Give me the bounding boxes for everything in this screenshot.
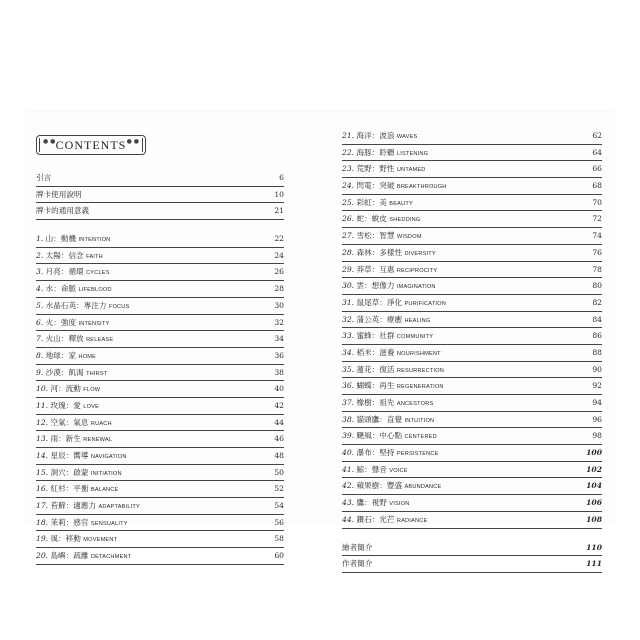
entry-title-cn: 山：動機 (45, 234, 77, 244)
entry-title-en: INTENSITY (78, 320, 110, 327)
ornament-dots-right: ● ● (126, 138, 139, 145)
entry-title-en: NOURISHMENT (396, 350, 441, 357)
entry-title-cn: 瀑布：堅持 (356, 448, 395, 458)
entry-page: 52 (274, 484, 284, 494)
entry-title-en: VISION (389, 501, 410, 508)
entry-title-cn: 空氣：氣息 (50, 417, 89, 427)
entry-title-en: RECIPROCITY (396, 267, 438, 274)
entry-title: 作者簡介 (342, 559, 373, 569)
entry-number: 24. (342, 181, 355, 191)
entry-title-cn: 海豚：聆聽 (356, 147, 395, 157)
entry-page: 96 (592, 414, 602, 424)
entry-title: 牌卡使用說明 (36, 189, 82, 199)
entry-page: 10 (274, 189, 284, 199)
entry-page: 68 (592, 181, 602, 191)
toc-card-entry (36, 264, 284, 281)
entry-number: 19. (36, 534, 49, 544)
entry-title: 繪者簡介 (342, 542, 373, 552)
entry-number: 15. (36, 467, 49, 477)
entry-page: 66 (592, 164, 602, 174)
entry-page: 94 (592, 398, 602, 407)
toc-card-entry (342, 428, 602, 445)
entry-page: 106 (586, 498, 602, 508)
toc-card-entry (36, 415, 284, 432)
entry-title-cn: 水晶石英：專注力 (45, 300, 107, 310)
entry-page: 56 (274, 517, 284, 527)
entry-page: 84 (592, 314, 602, 324)
entry-title-en: UNTAMED (396, 167, 426, 174)
entry-title-en: SHEDDING (389, 217, 421, 224)
entry-title-en: DIVERSITY (404, 250, 436, 257)
card-list-left (36, 231, 284, 565)
entry-page: 22 (274, 234, 284, 244)
toc-card-entry (342, 278, 602, 295)
toc-card-entry (36, 365, 284, 382)
toc-entry (342, 556, 602, 573)
entry-title-cn: 蓮花：復活 (356, 364, 395, 374)
right-page (342, 128, 602, 573)
entry-page: 98 (592, 431, 602, 441)
entry-title-cn: 苔蘚：適應力 (50, 501, 97, 511)
entry-page: 28 (274, 284, 284, 294)
entry-page: 38 (274, 367, 284, 377)
toc-entry (36, 170, 284, 187)
entry-number: 6. (36, 317, 44, 327)
entry-title-cn: 河：流動 (50, 384, 81, 394)
entry-page: 36 (274, 350, 284, 360)
toc-card-entry (36, 398, 284, 415)
entry-number: 39. (342, 431, 355, 441)
toc-card-entry (342, 245, 602, 262)
entry-number: 37. (342, 398, 355, 407)
entry-title-cn: 鷹：視野 (356, 498, 387, 508)
entry-title-cn: 稻米：滋養 (356, 347, 395, 357)
entry-title-cn: 茉莉：感官 (50, 517, 89, 527)
entry-number: 44. (342, 514, 355, 524)
entry-title-cn: 太陽：信念 (45, 250, 84, 260)
entry-title-en: BALANCE (90, 487, 119, 494)
entry-title-cn: 橡樹：祖先 (356, 398, 395, 407)
entry-number: 26. (342, 214, 355, 224)
entry-title-en: INTUITION (404, 417, 435, 424)
toc-card-entry (36, 331, 284, 348)
entry-title-cn: 沙漠：飢渴 (45, 367, 84, 377)
entry-page: 60 (274, 551, 284, 561)
toc-card-entry (36, 381, 284, 398)
contents-title-frame (36, 135, 146, 155)
entry-page: 32 (274, 317, 284, 327)
entry-page: 74 (592, 231, 602, 241)
entry-title-en: CYCLES (86, 270, 110, 277)
toc-card-entry (342, 495, 602, 512)
entry-page: 54 (274, 501, 284, 511)
entry-title-en: REGENERATION (396, 384, 444, 391)
entry-title-en: MOVEMENT (83, 537, 118, 544)
entry-title-en: ADAPTABILITY (98, 504, 140, 511)
entry-title-cn: 地球：家 (45, 350, 77, 360)
entry-title-en: PURIFICATION (404, 300, 446, 307)
toc-card-entry (342, 378, 602, 395)
entry-number: 40. (342, 448, 355, 458)
toc-card-entry (342, 178, 602, 195)
entry-page: 64 (592, 147, 602, 157)
toc-card-entry (342, 161, 602, 178)
entry-title-cn: 莽草：互惠 (356, 264, 395, 274)
entry-page: 70 (592, 197, 602, 207)
entry-title-cn: 鯨：聲音 (356, 464, 387, 474)
toc-card-entry (36, 448, 284, 465)
toc-card-entry (342, 512, 602, 529)
entry-number: 27. (342, 231, 355, 241)
entry-title-cn: 蒲公英：療癒 (356, 314, 403, 324)
entry-page: 44 (274, 417, 284, 427)
entry-number: 28. (342, 247, 355, 257)
entry-title-en: INTENTION (78, 237, 111, 244)
intro-list (36, 170, 284, 220)
entry-page: 34 (274, 334, 284, 344)
entry-page: 76 (592, 247, 602, 257)
entry-number: 16. (36, 484, 49, 494)
toc-entry (36, 203, 284, 220)
entry-title-cn: 鑽石：光芒 (356, 514, 395, 524)
toc-card-entry (342, 395, 602, 412)
entry-title-cn: 島嶼：疏離 (50, 551, 89, 561)
entry-title-cn: 森林：多樣性 (356, 247, 403, 257)
entry-title-en: RELEASE (86, 337, 114, 344)
entry-number: 4. (36, 284, 44, 294)
entry-title-en: FAITH (86, 253, 103, 260)
entry-title-cn: 蝴蝶：再生 (356, 381, 395, 391)
toc-card-entry (342, 228, 602, 245)
entry-number: 22. (342, 147, 355, 157)
entry-number: 12. (36, 417, 49, 427)
entry-number: 35. (342, 364, 355, 374)
entry-title-en: IMAGINATION (396, 284, 436, 291)
entry-title-cn: 紅杉：平衡 (50, 484, 89, 494)
entry-title-cn: 月亮：循環 (45, 267, 84, 277)
toc-card-entry (36, 298, 284, 315)
entry-number: 3. (36, 267, 44, 277)
entry-title-en: HEALING (404, 317, 431, 324)
entry-page: 104 (586, 481, 602, 491)
toc-entry (36, 187, 284, 204)
entry-title-cn: 水：命脈 (45, 284, 77, 294)
toc-card-entry (36, 281, 284, 298)
entry-number: 21. (342, 131, 355, 140)
entry-page: 48 (274, 451, 284, 460)
entry-page: 72 (592, 214, 602, 224)
entry-page: 82 (592, 297, 602, 307)
entry-title-cn: 荒野：野性 (356, 164, 395, 174)
toc-entry (342, 540, 602, 557)
entry-title-cn: 洞穴：啟蒙 (50, 467, 89, 477)
toc-card-entry (342, 262, 602, 279)
entry-title-en: WAVES (396, 134, 418, 140)
entry-number: 17. (36, 501, 49, 511)
entry-title-cn: 鼠尾草：淨化 (356, 297, 403, 307)
entry-number: 42. (342, 481, 355, 491)
toc-card-entry (36, 431, 284, 448)
toc-card-entry (342, 345, 602, 362)
entry-page: 78 (592, 264, 602, 274)
entry-title-en: RADIANCE (396, 517, 428, 524)
entry-page: 110 (586, 542, 602, 552)
entry-title-cn: 風：移動 (50, 534, 81, 544)
entry-title-en: WISDOM (396, 234, 422, 241)
entry-number: 11. (36, 400, 49, 410)
entry-number: 38. (342, 414, 355, 424)
entry-title-cn: 雪松：智慧 (356, 231, 395, 241)
entry-page: 58 (274, 534, 284, 544)
entry-number: 29. (342, 264, 355, 274)
entry-page: 108 (586, 514, 602, 524)
entry-page: 50 (274, 467, 284, 477)
entry-title-en: ANCESTORS (396, 401, 434, 407)
entry-title-en: RESURRECTION (396, 367, 445, 374)
toc-card-entry (342, 412, 602, 429)
entry-page: 88 (592, 347, 602, 357)
entry-number: 31. (342, 297, 355, 307)
entry-title: 引言 (36, 173, 52, 182)
entry-page: 26 (274, 267, 284, 277)
entry-title-cn: 閃電：突破 (356, 181, 395, 191)
entry-number: 25. (342, 197, 355, 207)
entry-title-en: BREAKTHROUGH (396, 184, 447, 191)
entry-title-en: PERSISTENCE (396, 451, 439, 458)
toc-card-entry (342, 362, 602, 379)
entry-number: 7. (36, 334, 44, 344)
appendix-list (342, 540, 602, 573)
entry-title-en: VOICE (389, 467, 408, 474)
toc-card-entry (36, 231, 284, 248)
toc-card-entry (342, 211, 602, 228)
toc-card-entry (36, 465, 284, 482)
entry-title-en: NAVIGATION (90, 454, 127, 460)
entry-page: 24 (274, 250, 284, 260)
entry-page: 86 (592, 331, 602, 341)
entry-page: 6 (279, 173, 284, 182)
toc-card-entry (36, 515, 284, 532)
entry-number: 14. (36, 451, 49, 460)
entry-title-en: INITIATION (90, 470, 122, 477)
entry-page: 102 (586, 464, 602, 474)
entry-title-en: CENTERED (404, 434, 437, 441)
toc-card-entry (342, 128, 602, 145)
entry-number: 23. (342, 164, 355, 174)
toc-card-entry (342, 295, 602, 312)
entry-number: 5. (36, 300, 44, 310)
entry-page: 46 (274, 434, 284, 444)
entry-number: 8. (36, 350, 44, 360)
entry-title-en: FLOW (83, 387, 101, 394)
toc-card-entry (36, 315, 284, 332)
toc-card-entry (342, 195, 602, 212)
entry-number: 10. (36, 384, 49, 394)
ornament-dots-left: ● ● (43, 138, 56, 145)
entry-page: 100 (586, 448, 602, 458)
toc-card-entry (342, 478, 602, 495)
entry-title-cn: 貓頭鷹：直覺 (356, 414, 403, 424)
entry-title-en: LISTENING (396, 150, 429, 157)
entry-number: 9. (36, 367, 44, 377)
toc-card-entry (36, 348, 284, 365)
entry-number: 36. (342, 381, 355, 391)
entry-number: 1. (36, 234, 44, 244)
left-page (36, 170, 284, 565)
entry-number: 18. (36, 517, 49, 527)
entry-title-en: RUACH (90, 420, 112, 427)
entry-title-cn: 雨：新生 (50, 434, 81, 444)
entry-page: 90 (592, 364, 602, 374)
entry-number: 2. (36, 250, 44, 260)
entry-page: 42 (274, 400, 284, 410)
entry-number: 20. (36, 551, 49, 561)
entry-title-cn: 雲：想像力 (356, 281, 395, 291)
toc-card-entry (36, 248, 284, 265)
entry-page: 80 (592, 281, 602, 291)
toc-card-entry (342, 445, 602, 462)
entry-title-en: THIRST (86, 370, 108, 377)
entry-page: 92 (592, 381, 602, 391)
entry-title-en: RENEWAL (83, 437, 113, 444)
toc-card-entry (342, 328, 602, 345)
entry-title-en: LIFEBLOOD (78, 287, 112, 294)
contents-title: CONTENTS (55, 138, 127, 152)
toc-card-entry (342, 145, 602, 162)
toc-card-entry (342, 462, 602, 479)
entry-number: 32. (342, 314, 355, 324)
entry-title-en: ABUNDANCE (404, 484, 442, 491)
entry-title-en: COMMUNITY (396, 334, 434, 341)
card-list-right (342, 128, 602, 529)
entry-page: 30 (274, 300, 284, 310)
entry-title-cn: 蘋果樹：豐盛 (356, 481, 403, 491)
entry-page: 62 (592, 131, 602, 140)
entry-title-cn: 玫瑰：愛 (50, 400, 81, 410)
entry-number: 41. (342, 464, 355, 474)
toc-card-entry (36, 548, 284, 565)
entry-title-en: HOME (78, 353, 97, 360)
entry-title-en: SENSUALITY (90, 520, 128, 527)
entry-number: 30. (342, 281, 355, 291)
entry-title-cn: 蜜蜂：社群 (356, 331, 395, 341)
toc-card-entry (36, 498, 284, 515)
entry-number: 34. (342, 347, 355, 357)
entry-title-cn: 星辰：嚮導 (50, 451, 89, 460)
toc-card-entry (36, 531, 284, 548)
entry-title-cn: 火：強度 (45, 317, 77, 327)
entry-title-en: BEAUTY (389, 200, 413, 207)
entry-title-cn: 海洋：波浪 (356, 131, 395, 140)
entry-title-cn: 蛇：蛻皮 (356, 214, 387, 224)
entry-title-cn: 彩虹：美 (356, 197, 387, 207)
toc-card-entry (36, 481, 284, 498)
entry-title-en: DETACHMENT (90, 554, 132, 561)
toc-card-entry (342, 312, 602, 329)
entry-number: 43. (342, 498, 355, 508)
entry-page: 21 (274, 206, 284, 216)
entry-number: 13. (36, 434, 49, 444)
entry-title-en: LOVE (83, 403, 100, 410)
entry-number: 33. (342, 331, 355, 341)
entry-title-en: FOCUS (108, 303, 130, 310)
entry-title-cn: 火山：釋放 (45, 334, 84, 344)
entry-page: 40 (274, 384, 284, 394)
entry-page: 111 (586, 559, 602, 569)
entry-title-cn: 颶風：中心點 (356, 431, 403, 441)
entry-title: 牌卡的通用意義 (36, 206, 90, 216)
